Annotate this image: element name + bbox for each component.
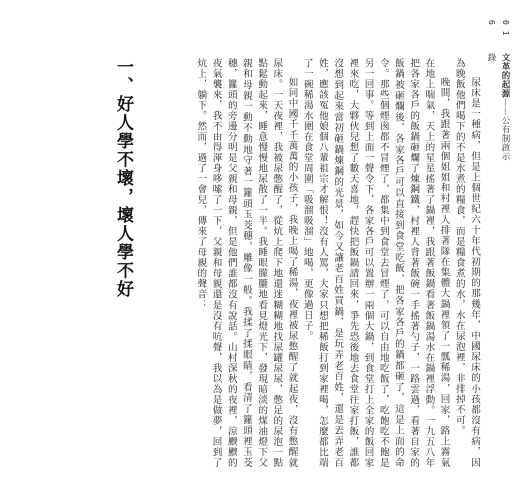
paragraph: 晚間，我跟著兩個姐姐和村裡人排著隊在集體大鍋裡領了一瓢稀湯，回家，路上霧氣在地上喘氣，天上的星星搖著了鍋裡，我跟著飯鍋看著飯鍋湯水在鍋裡浮動。一九五八年把各家各戶的飯鍋砸爛了煉鋼鐵，村裡人背著飯碗一手搖著勺子，一路雲過，看著自家的飯鍋被砸爛後，各家各戶可以直接到食堂吃飯，把各家各戶的鍋都砸了，這是上面的命令。那些個煙囪都不冒煙了，都集中到食堂去冒煙了，可以自由地吃飯了，吃飽吃不飽是另一回事。等到上面一聲令下，各家各戶可以置辦一兩個大鍋，到食堂打上全家的飯回家裡來吃，大夥伙兒想了數天喜地，趕快把飯鍋請回來，爭先恐後地去食堂往家打飯，誰都沒想到起來當初砸鍋煉鋼的光景，如今又讓老百姓買鍋，是玩弄老百姓，還是丟弄老百姓，應該冤他娘個八輩祖宗才解恨！沒有人罵，大家只想把稀飯打到家裡喝，怎麼都比端了一碗稀湯水圍在食堂周圍「吸溜吸溜」地喝，更像過日子。 bbox=[301, 58, 450, 468]
body-text bbox=[142, 58, 482, 468]
book-title: 文革的起源 bbox=[500, 53, 510, 99]
running-header bbox=[486, 14, 512, 164]
chapter-heading: 一、好人學不壞，壞人學不好 bbox=[113, 58, 133, 299]
page-number: 0 1 6 bbox=[487, 20, 510, 36]
book-subtitle: 公有制啟示錄 bbox=[486, 53, 510, 162]
paragraph: 尿床是一種病，但是上個世紀六十年代初期的那幾年，中國尿床的小孩都沒有病，因為晚飯他們喝下的不是水煮的糧食，而是糧食煮的水，水在尿泡裡，非排掉不可。 bbox=[453, 58, 480, 468]
header-separator: —— bbox=[500, 98, 510, 117]
paragraph: 如同中國千千萬萬的小孩子，我晚上喝了稀湯，夜裡被尿憋醒了就起夜，沒有憋醒就尿床。一天夜裡，我被尿憋醒了，從炕上爬下地還迷糊糊地找尿罐尿尿，憋足的尿泡一點點鬆動起來，睡意慢慢地尿散了一半。我睡眼朦朧地看見燈光下，發現暗淡的煤油燈下父親和母親一動不動地守著一籮頭玉茭穗，雕像一般。我揉了揉眼睛，看清了籮頭裡玉茭穗，籮頭的旁邊分明是父親和母親，但是他們誰都沒有說話。山村深秋的夜裡，涼颼颼的夜氣襲來，我不由得渾身哆嗦了一下，父親和母親還是沒有吭聲，我以為是做夢，回到了炕上，躺下。然而，過了一會兒，傳來了母親的聲音： bbox=[195, 58, 298, 468]
